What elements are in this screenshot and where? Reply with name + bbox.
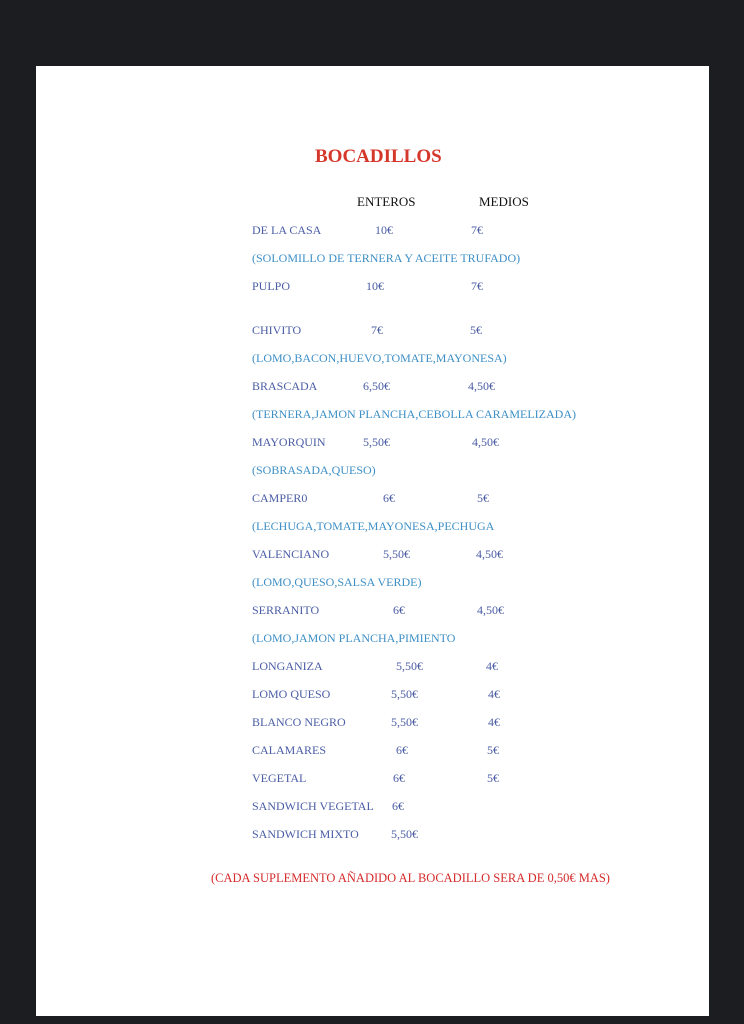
item-price-medios: 4,50€ (477, 603, 504, 617)
item-price-enteros: 5,50€ (363, 435, 390, 449)
item-name: SANDWICH VEGETAL (252, 799, 374, 813)
item-description: (LOMO,JAMON PLANCHA,PIMIENTO (252, 631, 456, 645)
item-price-medios: 5€ (487, 743, 499, 757)
item-price-medios: 5€ (487, 771, 499, 785)
item-name: BRASCADA (252, 379, 318, 393)
item-price-medios: 4€ (486, 659, 498, 673)
item-price-enteros: 6€ (393, 771, 405, 785)
item-name: MAYORQUIN (252, 435, 326, 449)
item-name: CHIVITO (252, 323, 302, 337)
item-price-enteros: 5,50€ (391, 827, 418, 841)
item-name: CALAMARES (252, 743, 327, 757)
item-price-medios: 7€ (471, 223, 483, 237)
item-name: LONGANIZA (252, 659, 323, 673)
item-price-medios: 4,50€ (472, 435, 499, 449)
item-price-medios: 4,50€ (468, 379, 495, 393)
item-price-medios: 7€ (471, 279, 483, 293)
item-name: SERRANITO (252, 603, 320, 617)
medios-header: MEDIOS (479, 194, 529, 209)
item-name: CAMPER0 (252, 491, 308, 505)
item-description: (LOMO,BACON,HUEVO,TOMATE,MAYONESA) (252, 351, 507, 365)
item-description: (SOLOMILLO DE TERNERA Y ACEITE TRUFADO) (252, 251, 521, 265)
item-description: (TERNERA,JAMON PLANCHA,CEBOLLA CARAMELIZADA) (252, 407, 576, 421)
item-price-enteros: 6,50€ (363, 379, 390, 393)
item-name: LOMO QUESO (252, 687, 331, 701)
item-description: (LOMO,QUESO,SALSA VERDE) (252, 575, 422, 589)
menu-title: BOCADILLOS (315, 146, 442, 167)
item-price-enteros: 5,50€ (391, 715, 418, 729)
item-price-enteros: 6€ (396, 743, 408, 757)
item-price-enteros: 10€ (366, 279, 384, 293)
item-name: DE LA CASA (252, 223, 322, 237)
supplement-note: (CADA SUPLEMENTO AÑADIDO AL BOCADILLO SERA DE 0,50€ MAS) (211, 871, 610, 885)
item-price-enteros: 5,50€ (396, 659, 423, 673)
item-price-enteros: 6€ (392, 799, 404, 813)
item-price-medios: 4€ (488, 715, 500, 729)
item-price-medios: 4,50€ (476, 547, 503, 561)
item-name: SANDWICH MIXTO (252, 827, 359, 841)
item-price-enteros: 5,50€ (383, 547, 410, 561)
item-price-enteros: 7€ (371, 323, 383, 337)
item-price-enteros: 5,50€ (391, 687, 418, 701)
menu-page (36, 66, 709, 1016)
item-description: (SOBRASADA,QUESO) (252, 463, 376, 477)
item-price-enteros: 6€ (393, 603, 405, 617)
item-name: VEGETAL (252, 771, 307, 785)
item-price-medios: 5€ (470, 323, 482, 337)
item-price-enteros: 10€ (375, 223, 393, 237)
enteros-header: ENTEROS (357, 194, 416, 209)
item-name: PULPO (252, 279, 291, 293)
item-price-medios: 4€ (488, 687, 500, 701)
item-name: BLANCO NEGRO (252, 715, 346, 729)
item-price-medios: 5€ (477, 491, 489, 505)
item-description: (LECHUGA,TOMATE,MAYONESA,PECHUGA (252, 519, 495, 533)
item-name: VALENCIANO (252, 547, 330, 561)
item-price-enteros: 6€ (383, 491, 395, 505)
